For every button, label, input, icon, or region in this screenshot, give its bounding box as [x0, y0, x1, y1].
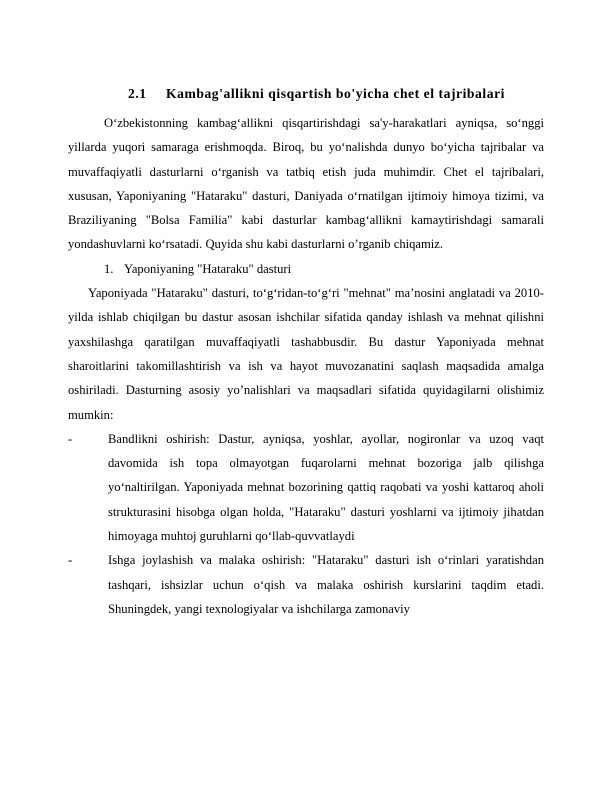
list-item — [68, 548, 544, 621]
list-item — [68, 427, 544, 548]
hataraku-paragraph: Yaponiyada "Hataraku" dasturi, to‘g‘ridan-to‘g‘ri "mehnat" ma’nosini anglatadi va 2010-yilda ishlab chiqilgan bu dastur asosan ishchilar sifatida qanday ishlash va mehnat qilishni yaxshilashga qaratilgan muvaffaqiyatli tashabbusdir. Bu dastur Yaponiyada mehnat sharoitlarini takomillashtirish va ish va hayot muvozanatini saqlash maqsadida amalga oshiriladi. Dasturning asosiy yo’nalishlari va maqsadlari sifatida quyidagilarni olishimiz mumkin: — [68, 286, 544, 422]
list-item-marker: - — [68, 431, 73, 446]
section-heading — [128, 86, 568, 102]
document-body — [68, 111, 544, 621]
list-item-marker: - — [68, 553, 73, 568]
intro-paragraph: O‘zbekistonning kambag‘allikni qisqartirishdagi sa'y-harakatlari ayniqsa, so‘nggi yillarda yuqori samaraga erishmoqda. Biroq, bu yo‘nalishda dunyo bo‘yicha tajribalar va muvaffaqiyatli dasturlarni o‘rganish va tatbiq etish juda muhimdir. Chet el tajribalari, xususan, Yaponiyaning "Hataraku" dasturi, Daniyada o‘rnatilgan ijtimoiy himoya tizimi, va Braziliyaning "Bolsa Familia" kabi dasturlar kambag‘allikni kamaytirishdagi samarali yondashuvlarni ko‘rsatadi. Quyida shu kabi dasturlarni o’rganib chiqamiz. — [68, 116, 544, 252]
section-number: 2.1 — [128, 86, 147, 101]
numbered-subheading — [68, 257, 544, 281]
list-item-text: Bandlikni oshirish: Dastur, ayniqsa, yoshlar, ayollar, nogironlar va uzoq vaqt davomida ish topa olmayotgan fuqarolarni mehnat bozoriga jalb qilishga yo‘naltirilgan. Yaponiyada mehnat bozorining qattiq raqobati va yoshi kattaroq aholi strukturasini hisobga olgan holda, "Hataraku" dasturi yoshlarni va ijtimoiy jihatdan himoyaga muhtoj guruhlarni qo‘llab-quvvatlaydi — [108, 431, 544, 544]
list-item-text: Ishga joylashish va malaka oshirish: "Hataraku" dasturi ish o‘rinlari yaratishdan tashqari, ishsizlar uchun o‘qish va malaka oshirish kurslarini taqdim etadi. Shuningdek, yangi texnologiyalar va ishchilarga zamonaviy — [108, 553, 544, 616]
section-title: Kambag'allikni qisqartish bo'yicha chet el tajribalari — [166, 86, 505, 101]
numbered-subheading-number: 1. — [104, 261, 114, 276]
numbered-subheading-text: Yaponiyaning "Hataraku" dasturi — [124, 261, 292, 276]
